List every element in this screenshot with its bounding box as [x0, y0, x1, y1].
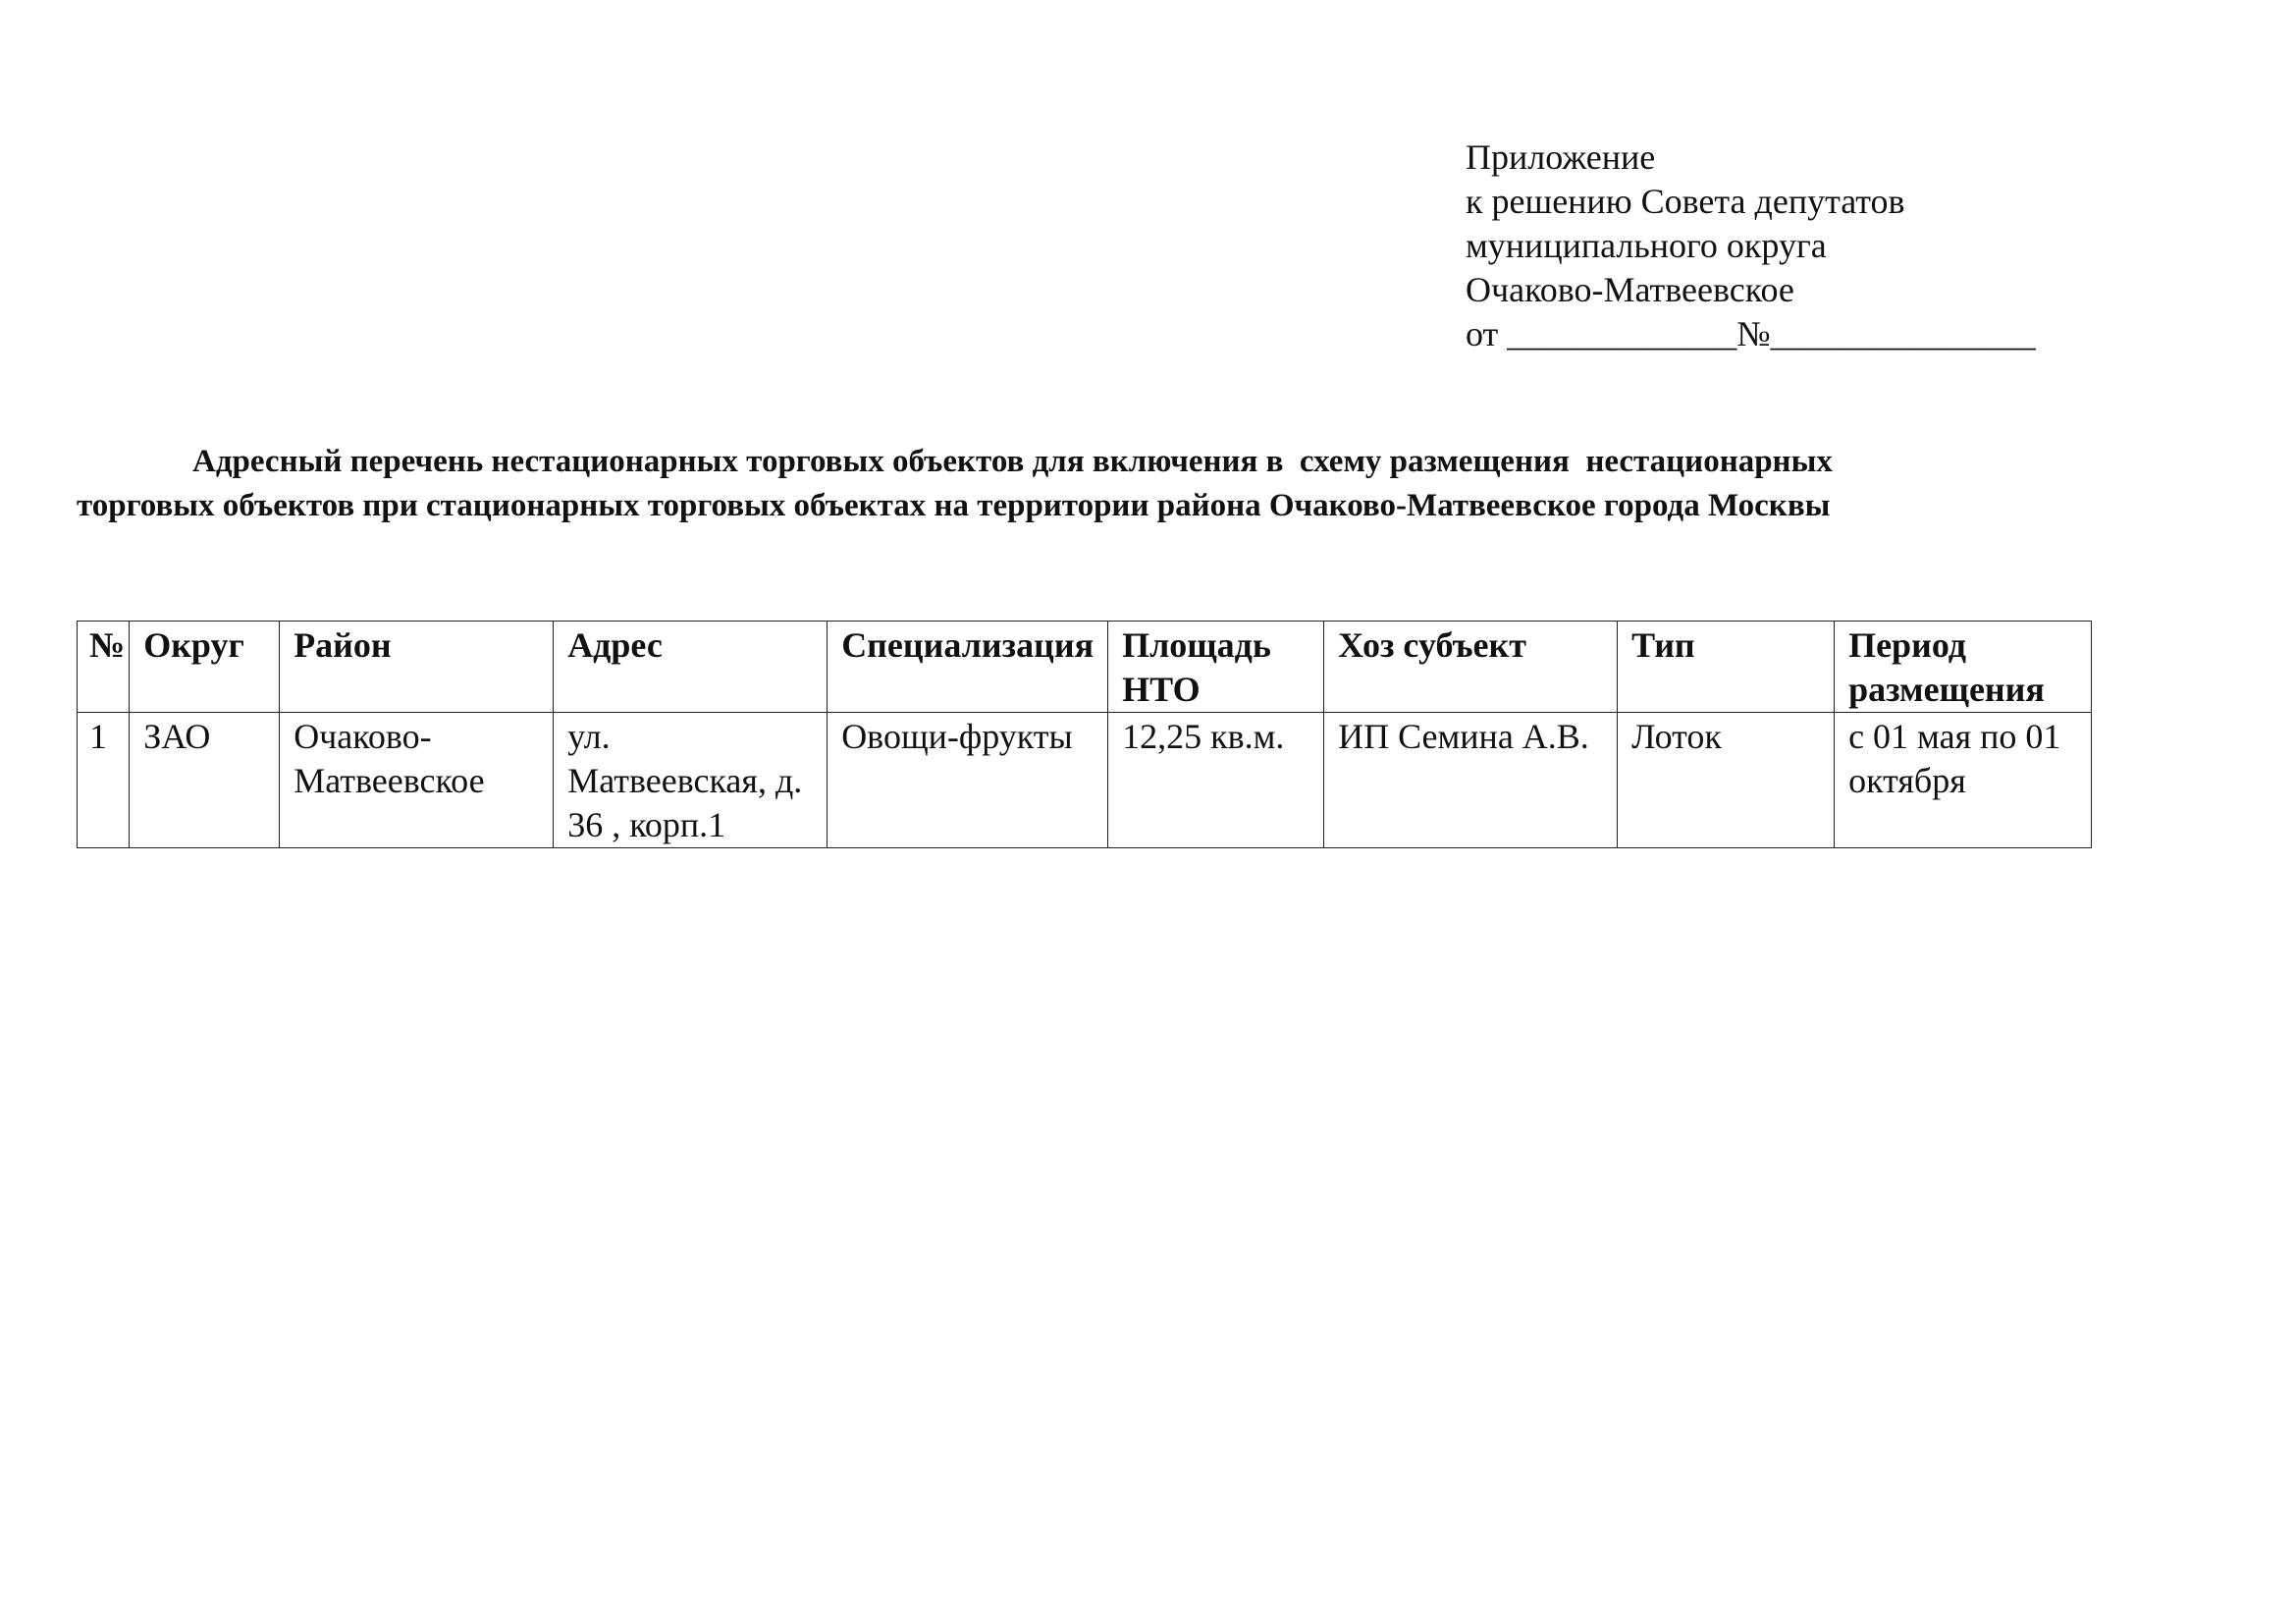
header-address: Адрес — [554, 622, 828, 713]
cell-district: Очаково-Матвеевское — [280, 713, 554, 848]
header-specialization: Специализация — [828, 622, 1108, 713]
title-line: Адресный перечень нестационарных торговых объектов для включения в схему размещения нестационарных — [192, 444, 1833, 479]
document-title — [77, 440, 2216, 528]
header-type: Тип — [1618, 622, 1835, 713]
table-row — [78, 713, 2092, 848]
header-okrug: Округ — [130, 622, 280, 713]
appendix-line: муниципального округа — [1466, 226, 1827, 265]
appendix-line: Приложение — [1466, 137, 1656, 177]
title-line: торговых объектов при стационарных торговых объектах на территории района Очаково-Матвеевское города Москвы — [77, 488, 1831, 523]
cell-number: 1 — [78, 713, 130, 848]
cell-area: 12,25 кв.м. — [1108, 713, 1324, 848]
cell-address: ул. Матвеевская, д. 36 , корп.1 — [554, 713, 828, 848]
header-area: Площадь НТО — [1108, 622, 1324, 713]
table-header-row — [78, 622, 2092, 713]
header-period: Период размещения — [1835, 622, 2092, 713]
objects-table — [77, 621, 2092, 848]
cell-entity: ИП Семина А.В. — [1324, 713, 1618, 848]
cell-specialization: Овощи-фрукты — [828, 713, 1108, 848]
appendix-line: от _____________№_______________ — [1466, 314, 2036, 353]
cell-period: с 01 мая по 01 октября — [1835, 713, 2092, 848]
appendix-line: к решению Совета депутатов — [1466, 182, 1905, 221]
cell-okrug: ЗАО — [130, 713, 280, 848]
cell-type: Лоток — [1618, 713, 1835, 848]
header-entity: Хоз субъект — [1324, 622, 1618, 713]
header-number: № — [78, 622, 130, 713]
header-district: Район — [280, 622, 554, 713]
appendix-line: Очаково-Матвеевское — [1466, 270, 1794, 309]
appendix-block — [1466, 135, 2036, 356]
